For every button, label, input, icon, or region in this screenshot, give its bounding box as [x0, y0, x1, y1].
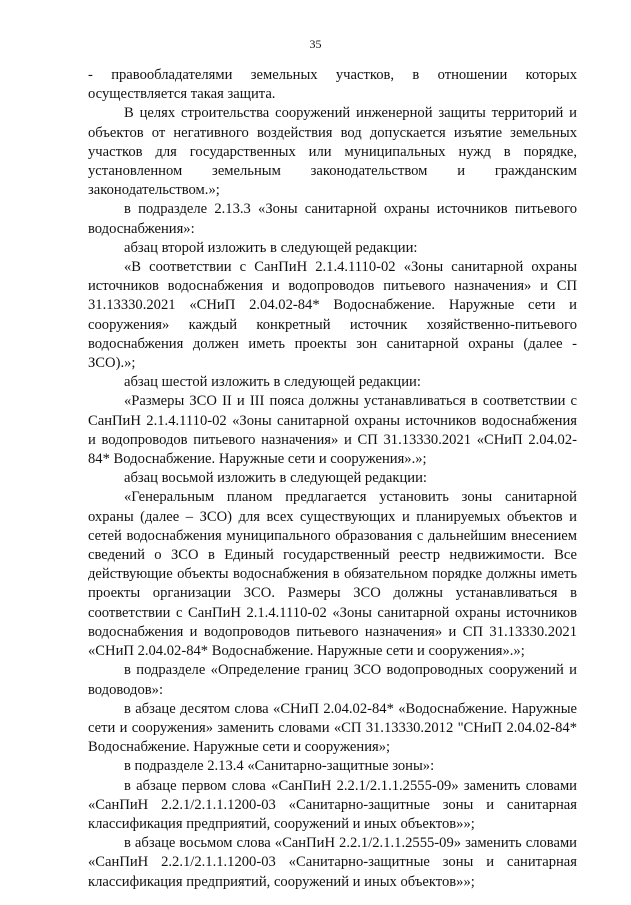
- paragraph: абзац второй изложить в следующей редакции:: [124, 239, 418, 256]
- paragraph: - правообладателями земельных участков, в отношении которых осуществляется такая защита.: [88, 67, 577, 103]
- page-number: 35: [309, 37, 322, 51]
- paragraph: «В соответствии с СанПиН 2.1.4.1110-02 «Зоны санитарной охраны источников водоснабжения и водопроводов питьевого назначения» и СП 31.13330.2021 «СНиП 2.04.02-84* Водоснабжение. Наружные сети и сооружения» каждый конкретный источник хозяйственно-питьевого водоснабжения должен иметь проекты зон санитарной охраны (далее - ЗСО).»;: [88, 259, 577, 372]
- paragraph: в абзаце первом слова «СанПиН 2.2.1/2.1.1.2555-09» заменить словами «СанПиН 2.2.1/2.1.1.1200-03 «Санитарно-защитные зоны и санитарная классификация предприятий, сооружений и иных объектов»»;: [88, 777, 577, 832]
- paragraph: абзац шестой изложить в следующей редакции:: [124, 374, 421, 391]
- paragraph: в абзаце восьмом слова «СанПиН 2.2.1/2.1.1.2555-09» заменить словами «СанПиН 2.2.1/2.1.1.1200-03 «Санитарно-защитные зоны и санитарная классификация предприятий, сооружений и иных объектов»»;: [88, 835, 577, 890]
- paragraph: в подразделе «Определение границ ЗСО водопроводных сооружений и водоводов»:: [88, 662, 577, 698]
- paragraph: «Размеры ЗСО II и III пояса должны устанавливаться в соответствии с СанПиН 2.1.4.1110-02 «Зоны санитарной охраны источников водоснабжения и водопроводов питьевого назначения» и СП 31.13330.2021 «СНиП 2.04.02-84* Водоснабжение. Наружные сети и сооружения».»;: [88, 393, 577, 468]
- document-body: [88, 66, 577, 892]
- paragraph: в абзаце десятом слова «СНиП 2.04.02-84* «Водоснабжение. Наружные сети и сооружения» заменить словами «СП 31.13330.2012 "СНиП 2.04.02-84* Водоснабжение. Наружные сети и сооружения»;: [88, 700, 577, 756]
- paragraph: абзац восьмой изложить в следующей редакции:: [124, 470, 427, 487]
- paragraph: В целях строительства сооружений инженерной защиты территорий и объектов от негативного воздействия вод допускается изъятие земельных участков для государственных или муниципальных нужд в порядке, установленном земельным законодательством и гражданским законодательством.»;: [88, 105, 577, 199]
- paragraph: «Генеральным планом предлагается установить зоны санитарной охраны (далее – ЗСО) для всех существующих и планируемых объектов и сетей водоснабжения муниципального образования с дальнейшим внесением сведений о ЗСО в Единый государственный реестр недвижимости. Все действующие объекты водоснабжения в обязательном порядке должны иметь проекты организации ЗСО. Размеры ЗСО должны устанавливаться в соответствии с СанПиН 2.1.4.1110-02 «Зоны санитарной охраны источников водоснабжения и водопроводов питьевого назначения» и СП 31.13330.2021 «СНиП 2.04.02-84* Водоснабжение. Наружные сети и сооружения».»;: [88, 489, 577, 660]
- paragraph: в подразделе 2.13.3 «Зоны санитарной охраны источников питьевого водоснабжения»:: [88, 201, 577, 237]
- paragraph: в подразделе 2.13.4 «Санитарно-защитные зоны»:: [124, 758, 435, 775]
